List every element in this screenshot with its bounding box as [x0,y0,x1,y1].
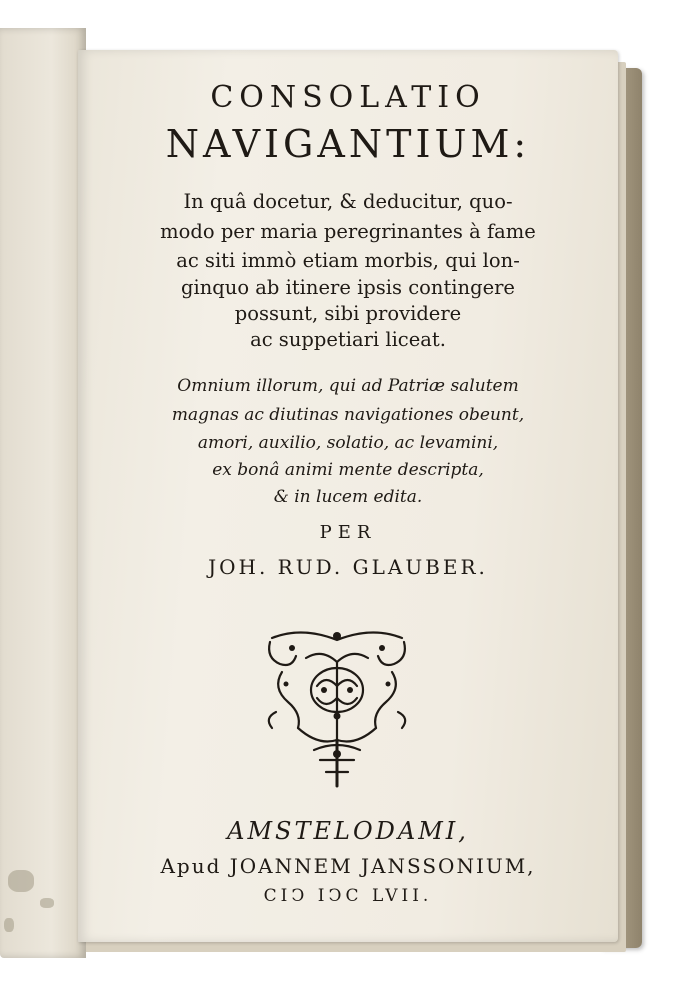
foxing-stain [40,898,54,908]
per-label: PER [319,522,377,543]
subtitle-line: In quâ docetur, & deducitur, quo- [183,190,513,213]
subtitle-line: modo per maria peregrinantes à fame [160,220,536,243]
dedication-line: Omnium illorum, qui ad Patriæ salutem [177,376,519,396]
subtitle-line: ginquo ab itinere ipsis contingere [181,276,515,299]
subtitle-line: ac suppetiari liceat. [250,328,446,351]
title-line-1: CONSOLATIO [210,80,486,115]
imprint-date: CIϽ IϽC LVII. [263,886,433,906]
foxing-stain [4,918,14,932]
dedication-line: magnas ac diutinas navigationes obeunt, [171,405,525,425]
author-name: JOH. RUD. GLAUBER. [208,555,488,579]
foxing-stain [8,870,34,892]
imprint-place: AMSTELODAMI, [227,817,469,845]
printers-ornament [262,628,412,788]
title-line-2: NAVIGANTIUM: [165,122,531,166]
facing-leaf [0,28,86,958]
subtitle-line: possunt, sibi providere [234,302,462,325]
dedication-line: ex bonâ animi mente descripta, [212,460,484,480]
dedication-line: amori, auxilio, solatio, ac levamini, [197,433,499,453]
imprint-printer: Apud JOANNEM JANSSONIUM, [160,854,536,878]
subtitle-line: ac siti immò etiam morbis, qui lon- [176,249,520,272]
dedication-line: & in lucem edita. [273,487,423,507]
